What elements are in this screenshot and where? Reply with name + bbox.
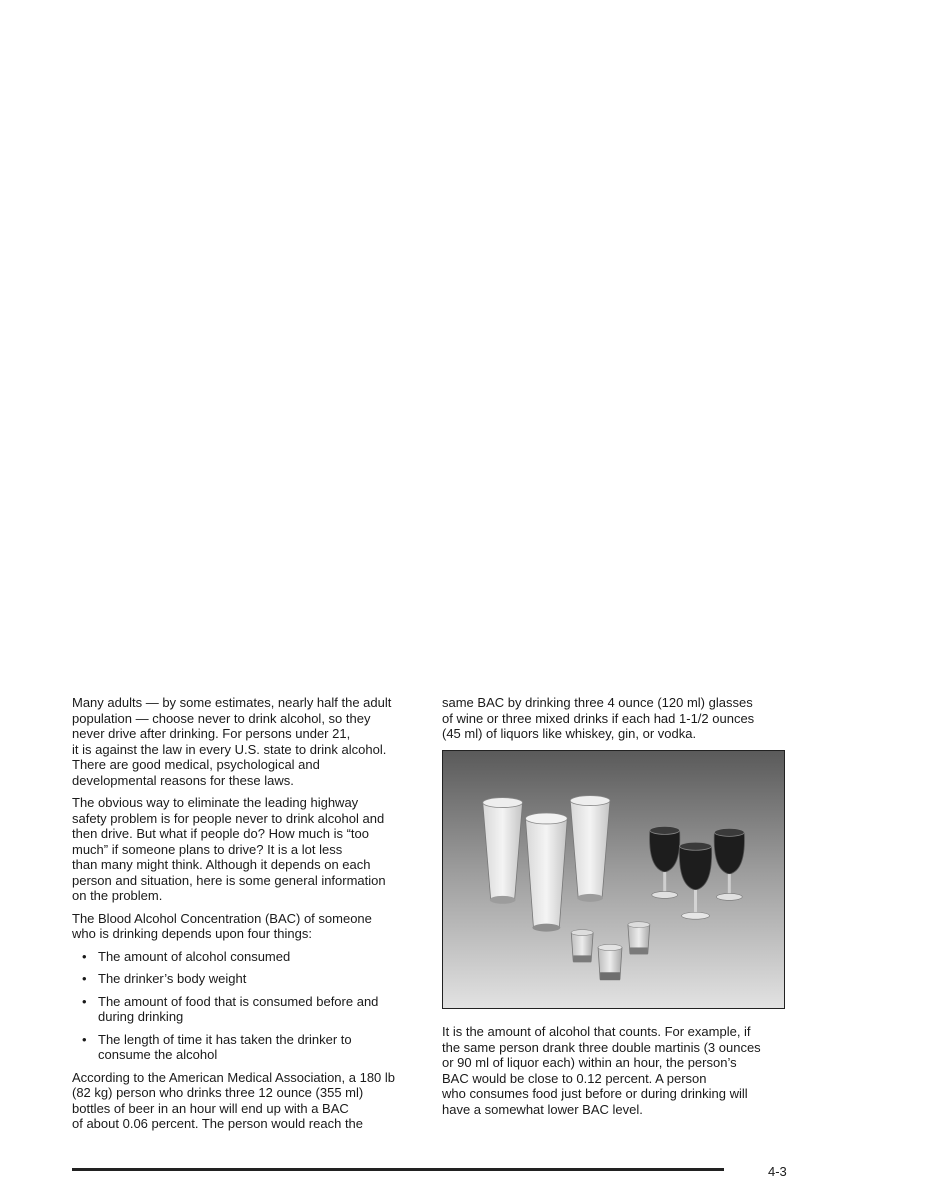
text-line: than many might think. Although it depends on each: [72, 857, 371, 872]
text-line: person and situation, here is some general information: [72, 872, 386, 888]
text-line: bottles of beer in an hour will end up with a BAC: [72, 1100, 349, 1116]
left-column: [72, 695, 422, 1139]
text-line: consume the alcohol: [98, 1047, 218, 1062]
highway-safety-paragraph: [72, 795, 422, 904]
text-line: of wine or three mixed drinks if each had 1-1/2 ounces: [442, 710, 755, 726]
text-line: BAC would be close to 0.12 percent. A person: [442, 1070, 707, 1086]
text-line: The Blood Alcohol Concentration (BAC) of someone: [72, 910, 372, 926]
bullet-icon: •: [82, 971, 87, 986]
shot-glass: [571, 930, 593, 963]
right-column: [442, 695, 787, 749]
text-line: Many adults — by some estimates, nearly half the adult: [72, 695, 392, 710]
text-line: on the problem.: [72, 888, 163, 903]
text-line: of about 0.06 percent. The person would reach the: [72, 1116, 364, 1131]
text-line: then drive. But what if people do? How much is “too: [72, 826, 369, 841]
text-line: It is the amount of alcohol that counts. For example, if: [442, 1024, 751, 1039]
bullet-icon: •: [82, 948, 87, 964]
page-number: 4-3: [768, 1164, 787, 1179]
text-line: (82 kg) person who drinks three 12 ounce (355 ml): [72, 1085, 364, 1100]
intro-paragraph: [72, 695, 422, 788]
text-line: The amount of alcohol consumed: [98, 948, 291, 964]
text-line: The drinker’s body weight: [98, 971, 247, 986]
text-line: who is drinking depends upon four things:: [72, 926, 312, 941]
footer-rule: [72, 1168, 724, 1171]
text-line: The obvious way to eliminate the leading highway: [72, 795, 359, 810]
text-line: or 90 ml of liquor each) within an hour, the person’s: [442, 1055, 737, 1070]
bullet-icon: •: [82, 993, 87, 1009]
bac-factors-list: [72, 949, 422, 1063]
text-line: The length of time it has taken the drinker to: [98, 1031, 352, 1047]
drinks-photo: [442, 750, 785, 1009]
list-item: [72, 1032, 422, 1063]
bullet-icon: •: [82, 1031, 87, 1047]
continuation-paragraph: [442, 695, 787, 742]
text-line: developmental reasons for these laws.: [72, 772, 294, 788]
text-line: safety problem is for people never to drink alcohol and: [72, 810, 385, 826]
photo-caption: [442, 1024, 787, 1124]
list-item: [72, 994, 422, 1025]
shot-glass: [628, 922, 650, 955]
bac-paragraph: [72, 911, 422, 942]
list-item: [72, 971, 422, 987]
text-line: The amount of food that is consumed before and: [98, 993, 379, 1009]
drinks-illustration-icon: [443, 751, 784, 1008]
text-line: There are good medical, psychological and: [72, 757, 320, 772]
text-line: never drive after drinking. For persons under 21,: [72, 726, 351, 741]
text-line: much” if someone plans to drive? It is a lot less: [72, 841, 343, 857]
text-line: population — choose never to drink alcohol, so they: [72, 710, 371, 726]
text-line: during drinking: [98, 1009, 184, 1024]
text-line: According to the American Medical Association, a 180 lb: [72, 1069, 396, 1085]
text-line: (45 ml) of liquors like whiskey, gin, or vodka.: [442, 726, 697, 741]
text-line: who consumes food just before or during drinking will: [442, 1086, 748, 1101]
shot-glass: [598, 944, 622, 980]
text-line: it is against the law in every U.S. state to drink alcohol.: [72, 741, 387, 757]
text-line: same BAC by drinking three 4 ounce (120 ml) glasses: [442, 695, 753, 710]
text-line: the same person drank three double martinis (3 ounces: [442, 1039, 761, 1055]
ama-paragraph: [72, 1070, 422, 1132]
list-item: [72, 949, 422, 965]
text-line: have a somewhat lower BAC level.: [442, 1101, 643, 1117]
